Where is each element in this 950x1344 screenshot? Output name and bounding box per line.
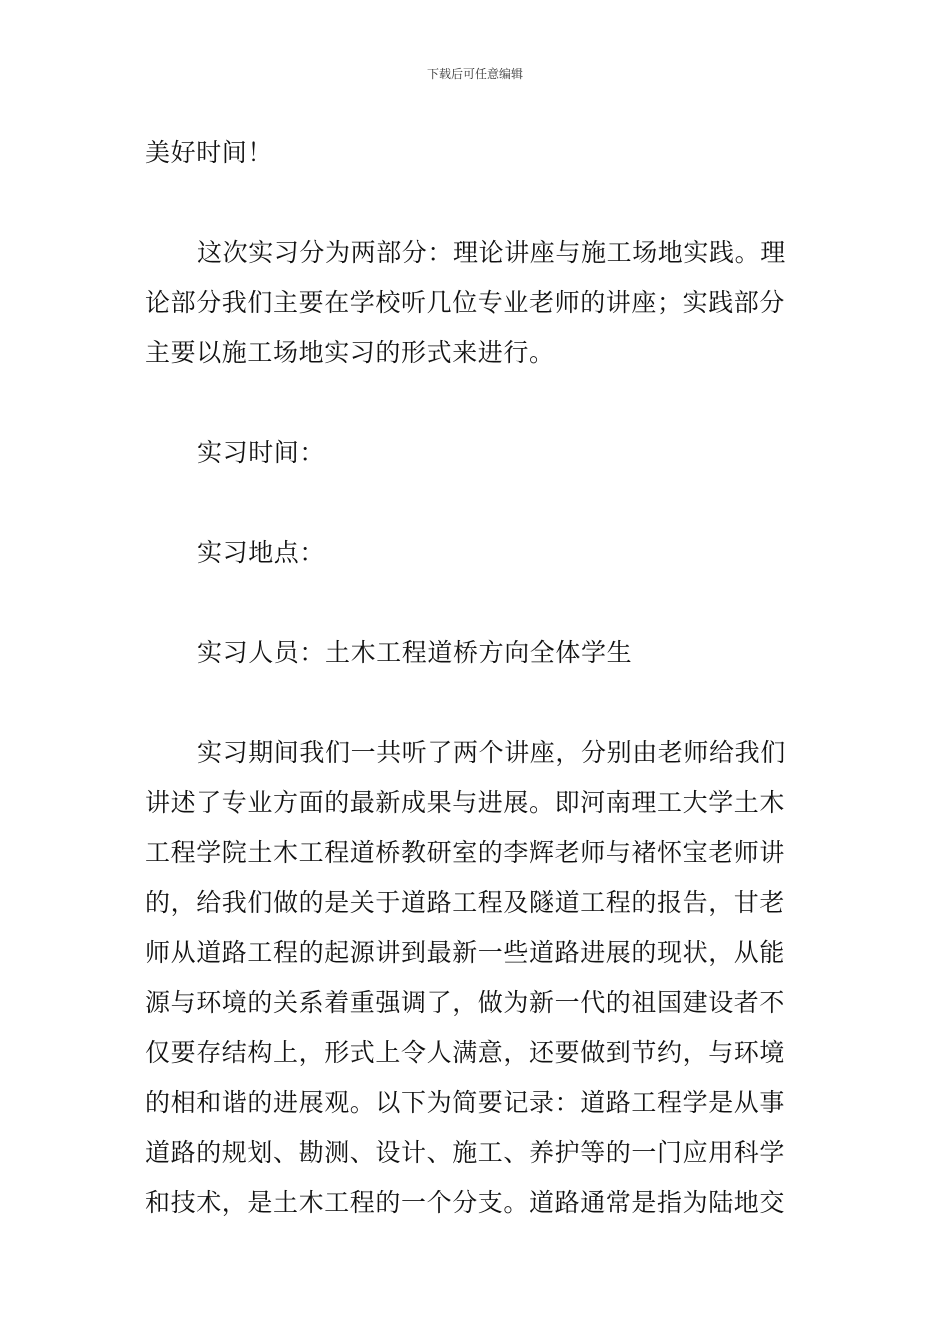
paragraph-lecture-summary: 实习期间我们一共听了两个讲座，分别由老师给我们讲述了专业方面的最新成果与进展。即河南理工大学土木工程学院土木工程道桥教研室的李辉老师与褚怀宝老师讲的，给我们做的是关于道路工程及隧道工程的报告，甘老师从道路工程的起源讲到最新一些道路进展的现状，从能源与环境的关系着重强调了，做为新一代的祖国建设者不仅要存结构上，形式上令人满意，还要做到节约，与环境的相和谐的进展观。以下为简要记录：道路工程学是从事道路的规划、勘测、设计、施工、养护等的一门应用科学和技术，是土木工程的一个分支。道路通常是指为陆地交 — [145, 738, 786, 1217]
paragraph-gap — [145, 578, 807, 628]
paragraph-internship-location: 实习地点： — [197, 538, 326, 567]
paragraph-gap — [145, 478, 807, 528]
paragraph-gap — [145, 678, 807, 728]
paragraph-closing: 美好时间！ — [145, 138, 274, 167]
paragraph-internship-structure: 这次实习分为两部分：理论讲座与施工场地实践。理论部分我们主要在学校听几位专业老师的讲座；实践部分主要以施工场地实习的形式来进行。 — [145, 238, 786, 367]
document-body — [145, 128, 807, 1228]
paragraph-internship-participants: 实习人员：土木工程道桥方向全体学生 — [197, 638, 633, 667]
paragraph-internship-time: 实习时间： — [197, 438, 326, 467]
page-header: 下载后可任意编辑 — [426, 67, 523, 81]
paragraph-gap — [145, 178, 807, 228]
paragraph-gap — [145, 378, 807, 428]
